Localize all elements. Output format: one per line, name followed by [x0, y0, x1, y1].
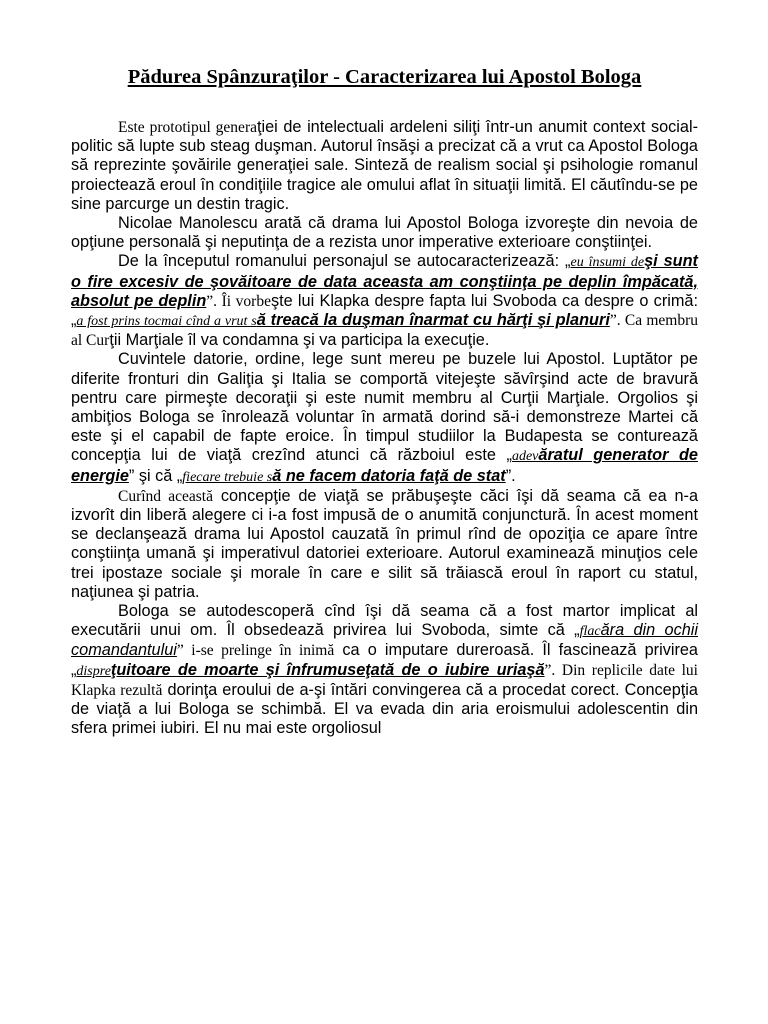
paragraph-3-serif-b: ”. Îi vorbe: [206, 292, 271, 310]
paragraph-1: [71, 118, 698, 214]
paragraph-6-text-a: Bologa se autodescoperă cînd îşi dă seama că a fost martor implicat al executării unui om. Îl obsedează privirea lui Svoboda, simte că „: [71, 602, 698, 640]
paragraph-3-text-c: şte lui Klapka despre fapta lui Svoboda ca despre o crimă: „: [71, 291, 698, 330]
paragraph-5-text: concepţie de viaţă se prăbuşeşte căci îşi dă seama că ea n-a izvorît din liberă alegere ci i-a fost impusă de o anumită conjunctură. În acest moment se declanşează drama lui Apostol cauzată în primul rînd de opoziţia ce apare între conştiinţa umană şi imperativul datoriei exterioare. Autorul examinează minuţios cele trei ipostaze sociale şi morale în care e silit să trăiască eroul în raport cu statul, naţiunea şi patria.: [71, 486, 698, 601]
paragraph-6-text-c: dorinţa eroului de a-şi întări convingerea că a procedat corect. Concepţia de viaţă a lui Bologa se schimbă. El va evada din aria eroismului adolescentin din sfera primei iubiri. El nu mai este orgoliosul: [71, 680, 698, 738]
paragraph-3-serif-d: ”. Ca membru al Cur: [71, 312, 698, 350]
quote-5-serif-run: flac: [579, 624, 601, 640]
paragraph-4-text-b: ” şi că „: [128, 466, 183, 485]
quote-6: ţuitoare de moarte şi înfrumuseţată de o iubire uriaşă: [110, 660, 545, 679]
quote-1: şi sunt o fire excesiv de şovăitoare de data aceasta am conştiinţa pe deplin împăcată, absolut pe deplin: [71, 252, 698, 310]
quote-4-serif-run: fiecare trebuie s: [182, 469, 273, 485]
paragraph-6-serif-b: ” i-se prelinge în inimă: [176, 642, 335, 660]
paragraph-4-text-a: Cuvintele datorie, ordine, lege sunt mereu pe buzele lui Apostol. Luptător pe diferite fronturi din Galiţia şi Italia se comportă vitejeşte săvîrşind acte de bravură pentru care pirmeşte decoraţii şi este numit membru al Curţii Marţiale. Orgolios şi ambiţios Bologa se înrolează voluntar în armată dorind să-i demonstreze Martei că este şi el capabil de fapte eroice. În timpul studiilor la Budapesta se conturează concepţia lui de viaţă crezînd atunci că războiul este „: [71, 350, 698, 465]
paragraph-6: [71, 602, 698, 738]
paragraph-4: [71, 350, 698, 486]
quote-2-serif-run: a fost prins tocmai cînd a vrut s: [76, 314, 257, 330]
paragraph-6-text-b: ca o imputare dureroasă. Îl fascinează privirea „: [71, 641, 698, 679]
quote-5: ăra din ochii comandantului: [71, 621, 698, 660]
paragraph-5-serif-run: Curînd această: [118, 487, 213, 505]
quote-3-serif-run: adev: [511, 449, 539, 465]
paragraph-5: [71, 487, 698, 602]
quote-2: ă treacă la duşman înarmat cu hărţi şi planuri: [256, 311, 610, 330]
quote-3: ăratul generator de energie: [71, 446, 698, 485]
paragraph-1-text: ţiei de intelectuali ardeleni siliţi într-un anumit context social-politic să lupte sub steag duşman. Autorul însăşi a precizat că a vrut ca Apostol Bologa să reprezinte şovăirile generaţiei sale. Sinteză de realism social şi psihologie romanul proiectează eroul în condiţiile tragice ale omului aflat în situaţii limită. El căutîndu-se pe sine parcurge un destin tragic.: [71, 118, 698, 213]
paragraph-1-serif-run: Este prototipul genera: [118, 119, 257, 136]
page-title: Pădurea Spânzuraţilor - Caracterizarea lui Apostol Bologa: [127, 66, 642, 88]
quote-4: ă ne facem datoria faţă de stat: [272, 466, 506, 485]
paragraph-2: Nicolae Manolescu arată că drama lui Apostol Bologa izvoreşte din nevoia de opţiune personală şi neputinţa de a rezista unor imperative exterioare conştiinţei.: [71, 214, 698, 252]
paragraph-3-text-a: De la începutul romanului personajul se autocaracterizează: „: [118, 252, 571, 271]
paragraph-6-serif-c: ”. Din replicile date lui Klapka rezultă: [71, 661, 698, 699]
quote-6-serif-run: dispre: [76, 663, 111, 679]
document-page: [71, 66, 698, 739]
paragraph-3: [71, 252, 698, 350]
paragraph-4-text-c: ”.: [505, 466, 516, 485]
quote-1-serif-run: eu însumi de: [570, 255, 645, 271]
paragraph-3-text-e: ţii Marţiale îl va condamna şi va participa la execuţie.: [109, 331, 490, 350]
